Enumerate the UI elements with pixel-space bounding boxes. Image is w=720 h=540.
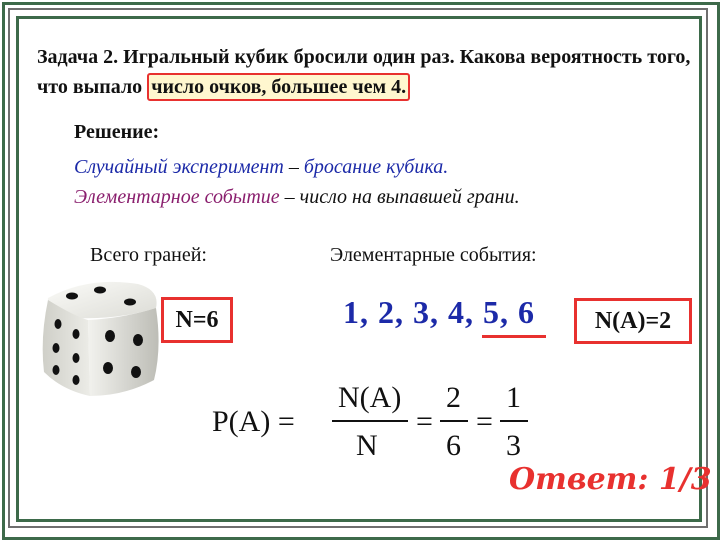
total-faces-box: N=6 (161, 297, 233, 343)
problem-text: Задача 2. Игральный кубик бросили один раз. Какова вероятность того, что выпало (37, 46, 691, 98)
answer-text: Ответ: 1/3 (509, 462, 712, 497)
problem-statement (37, 42, 697, 102)
experiment-definition: бросание кубика. (303, 156, 449, 178)
favorable-count-box: N(A)=2 (574, 298, 692, 344)
formula-numerator-3: 1 (506, 381, 521, 414)
experiment-term: Случайный эксперимент (74, 156, 284, 178)
formula-denominator-3: 3 (506, 429, 521, 462)
favorable-underline (482, 335, 546, 338)
faces-label: Всего граней: (90, 244, 207, 266)
die-image (28, 268, 168, 408)
elementary-outcomes: 1, 2, 3, 4, 5, 6 (343, 294, 535, 330)
elementary-event-term: Элементарное событие (74, 186, 280, 208)
problem-highlight: число очков, большее чем 4. (147, 73, 410, 101)
events-label: Элементарные события: (330, 244, 537, 266)
formula-numerator-1: N(A) (338, 381, 402, 414)
formula-numerator-2: 2 (446, 381, 461, 414)
elementary-event-line (74, 186, 520, 209)
probability-formula (212, 373, 532, 473)
formula-denominator-1: N (356, 429, 378, 462)
elementary-event-definition: число на выпавшей грани. (299, 186, 520, 208)
formula-denominator-2: 6 (446, 429, 461, 462)
experiment-line (74, 156, 448, 179)
formula-equals-2: = (476, 405, 493, 438)
formula-lhs: P(A) = (212, 405, 295, 438)
formula-equals-1: = (416, 405, 433, 438)
experiment-dash: – (283, 156, 304, 178)
solution-title: Решение: (74, 121, 160, 143)
elementary-event-dash: – (279, 186, 300, 208)
